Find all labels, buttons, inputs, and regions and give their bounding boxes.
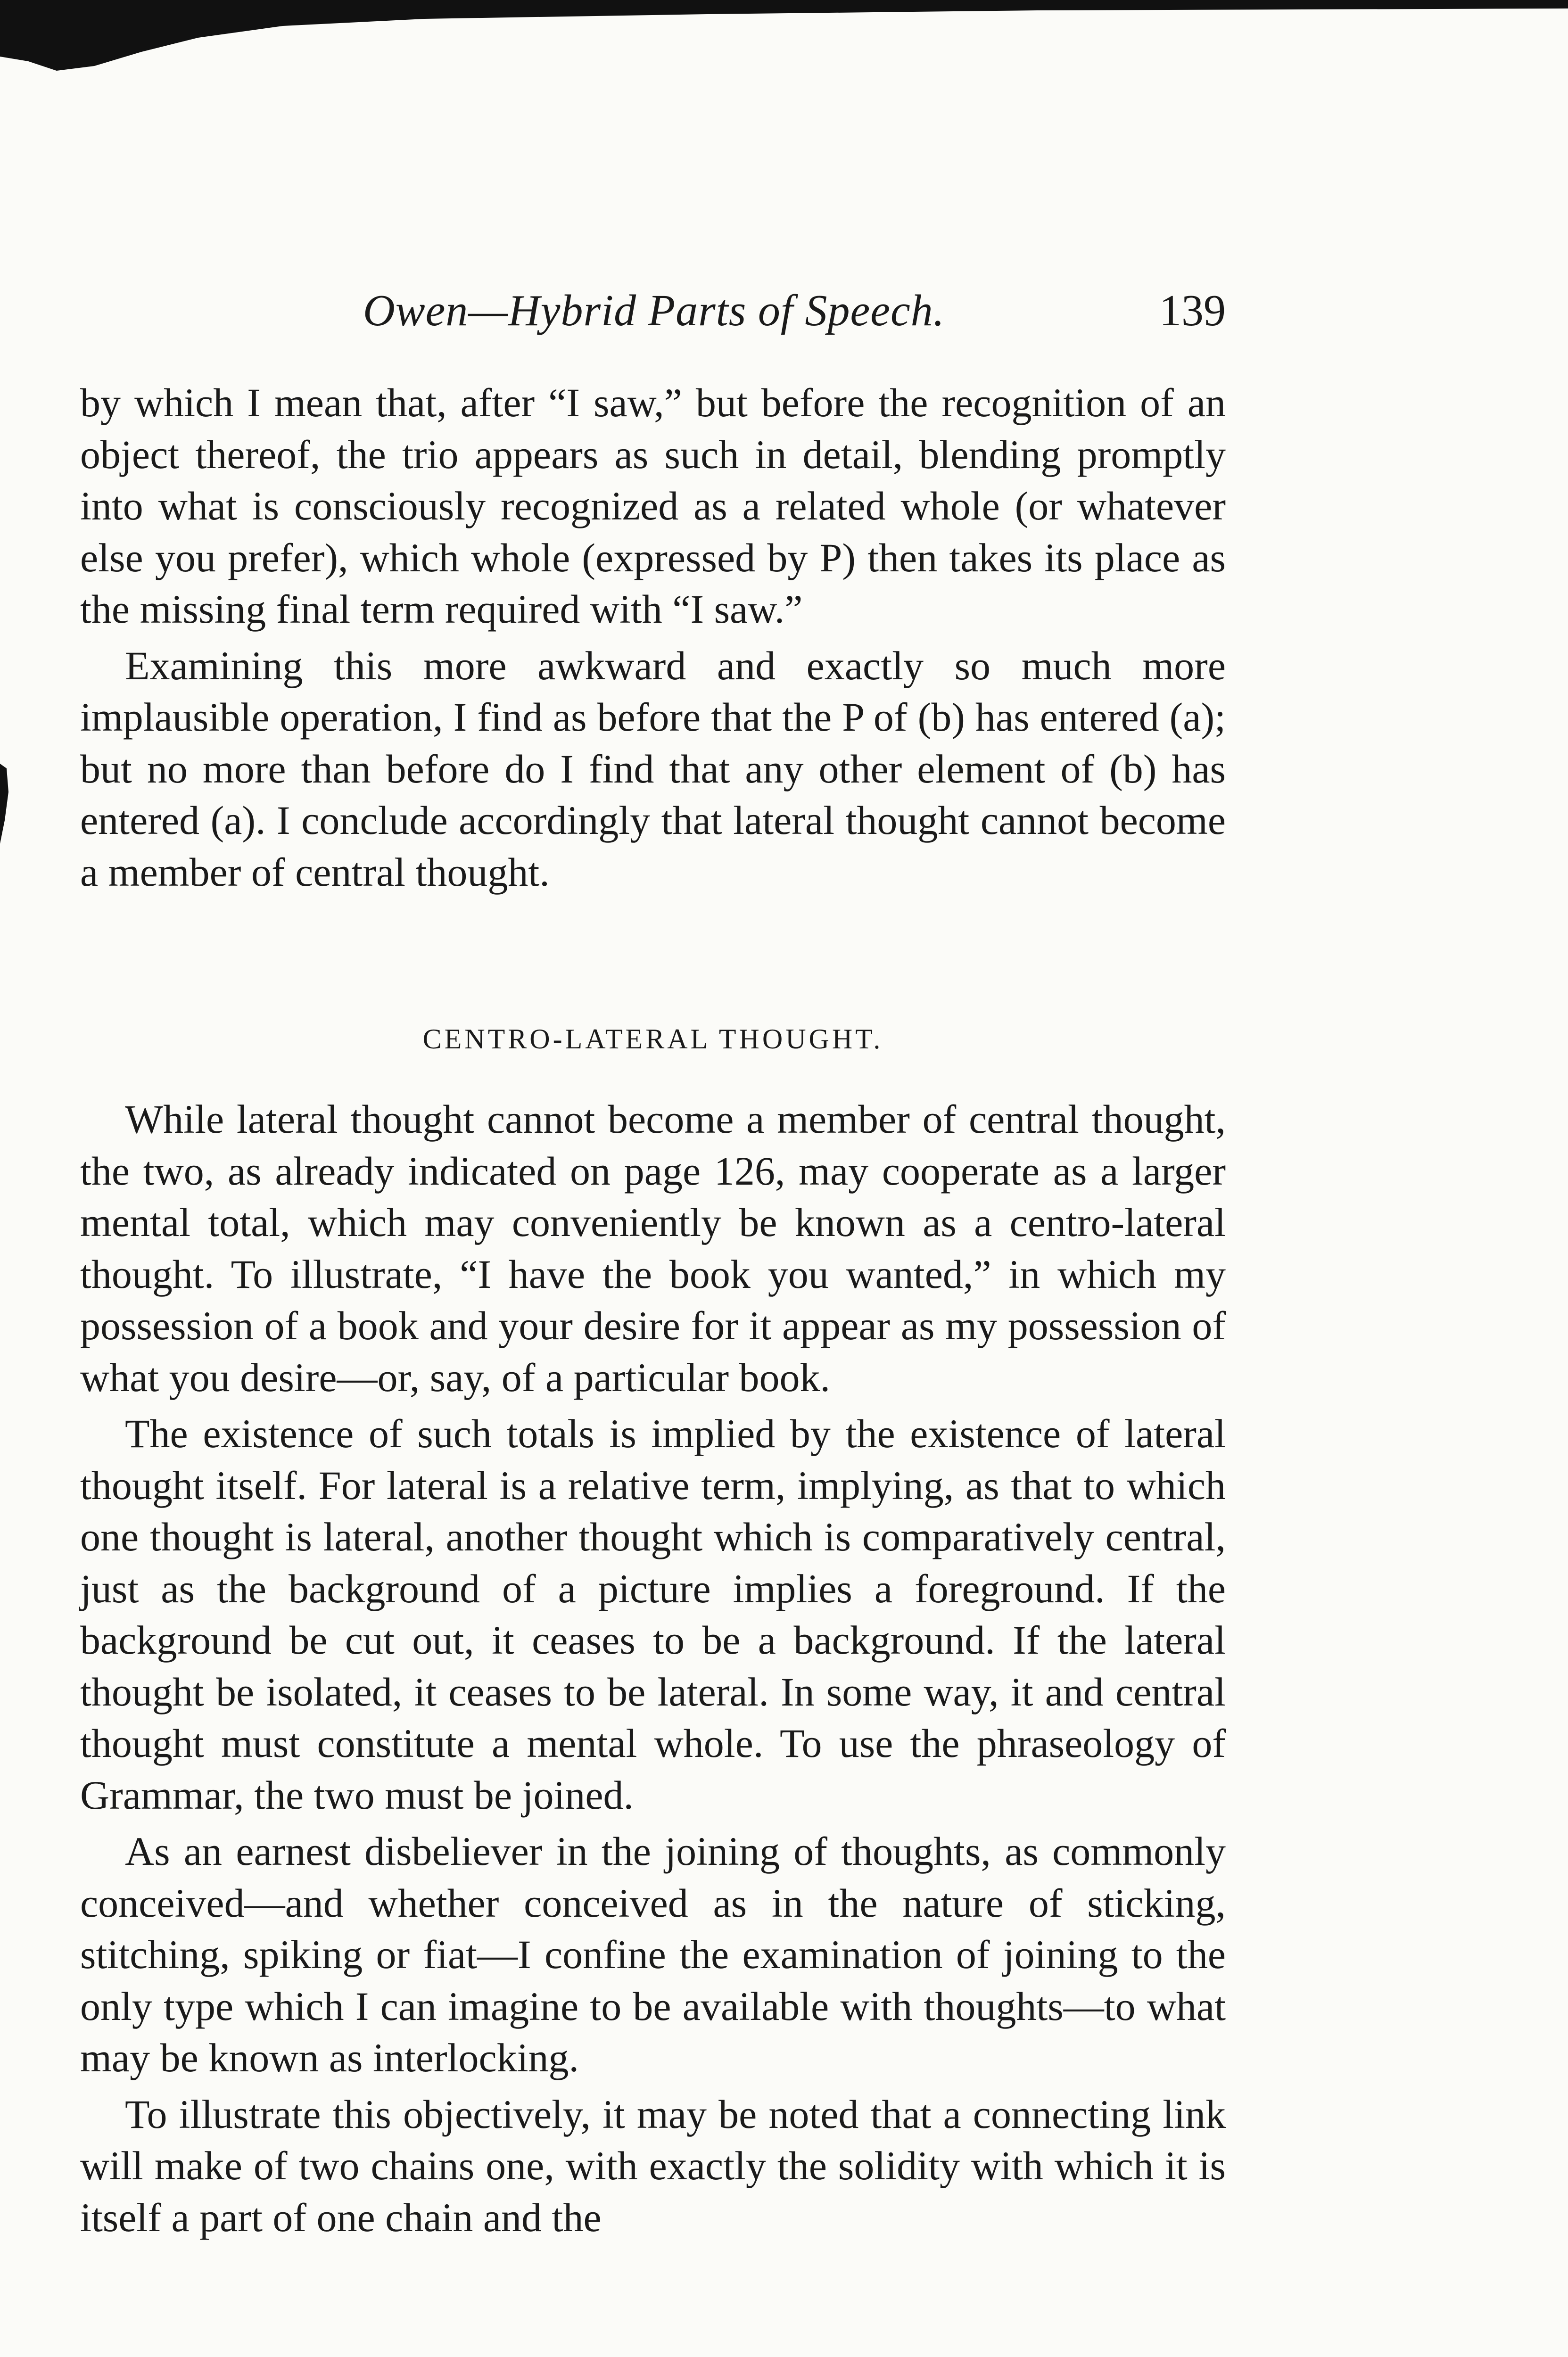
paragraph: by which I mean that, after “I saw,” but before the recognition of an object thereof, the trio appears as such in detail, blending promptly into what is consciously recognized as a related whole (or whatever else you prefer), which whole (expressed by P) then takes its place as the missing final term required with “I saw.” <box>80 380 1226 632</box>
running-title: Owen—Hybrid Parts of Speech. <box>363 286 945 335</box>
torn-top-edge <box>0 0 1568 90</box>
paragraph: The existence of such totals is implied by the existence of lateral thought itself. For lateral is a relative term, implying, as that to which one thought is lateral, another thought which is comparatively central, just as the background of a picture implies a foreground. If the background be cut out, it ceases to be a background. If the lateral thought be isolated, it ceases to be lateral. In some way, it and central thought must constitute a mental whole. To use the phraseology of Grammar, the two must be joined. <box>80 1411 1226 1818</box>
paragraph: To illustrate this objectively, it may be noted that a connecting link will make of two chains one, with exactly the solidity with which it is itself a part of one chain and the <box>80 2091 1226 2240</box>
page-number: 139 <box>1159 286 1226 335</box>
left-edge-mark <box>0 764 12 844</box>
running-head <box>85 285 1226 346</box>
paragraph: As an earnest disbeliever in the joining of thoughts, as commonly conceived—and whether conceived as in the nature of sticking, stitching, spiking or fiat—I confine the examination of joining to the only type which I can imagine to be available with thoughts—to what may be known as interlocking. <box>80 1829 1226 2080</box>
section-heading: CENTRO-LATERAL THOUGHT. <box>422 1023 883 1055</box>
body-text-section <box>80 1094 1226 2243</box>
paragraph: While lateral thought cannot become a member of central thought, the two, as already indicated on page 126, may cooperate as a larger mental total, which may conveniently be known as a centro-lateral thought. To illustrate, “I have the book you wanted,” in which my possession of a book and your desire for it appear as my possession of what you desire—or, say, of a particular book. <box>80 1096 1226 1400</box>
paragraph: Examining this more awkward and exactly so much more implausible operation, I find as before that the P of (b) has entered (a); but no more than before do I find that any other element of (b) has entered (a). I conclude accordingly that lateral thought cannot become a member of central thought. <box>80 643 1226 895</box>
body-text-top <box>80 377 1226 898</box>
